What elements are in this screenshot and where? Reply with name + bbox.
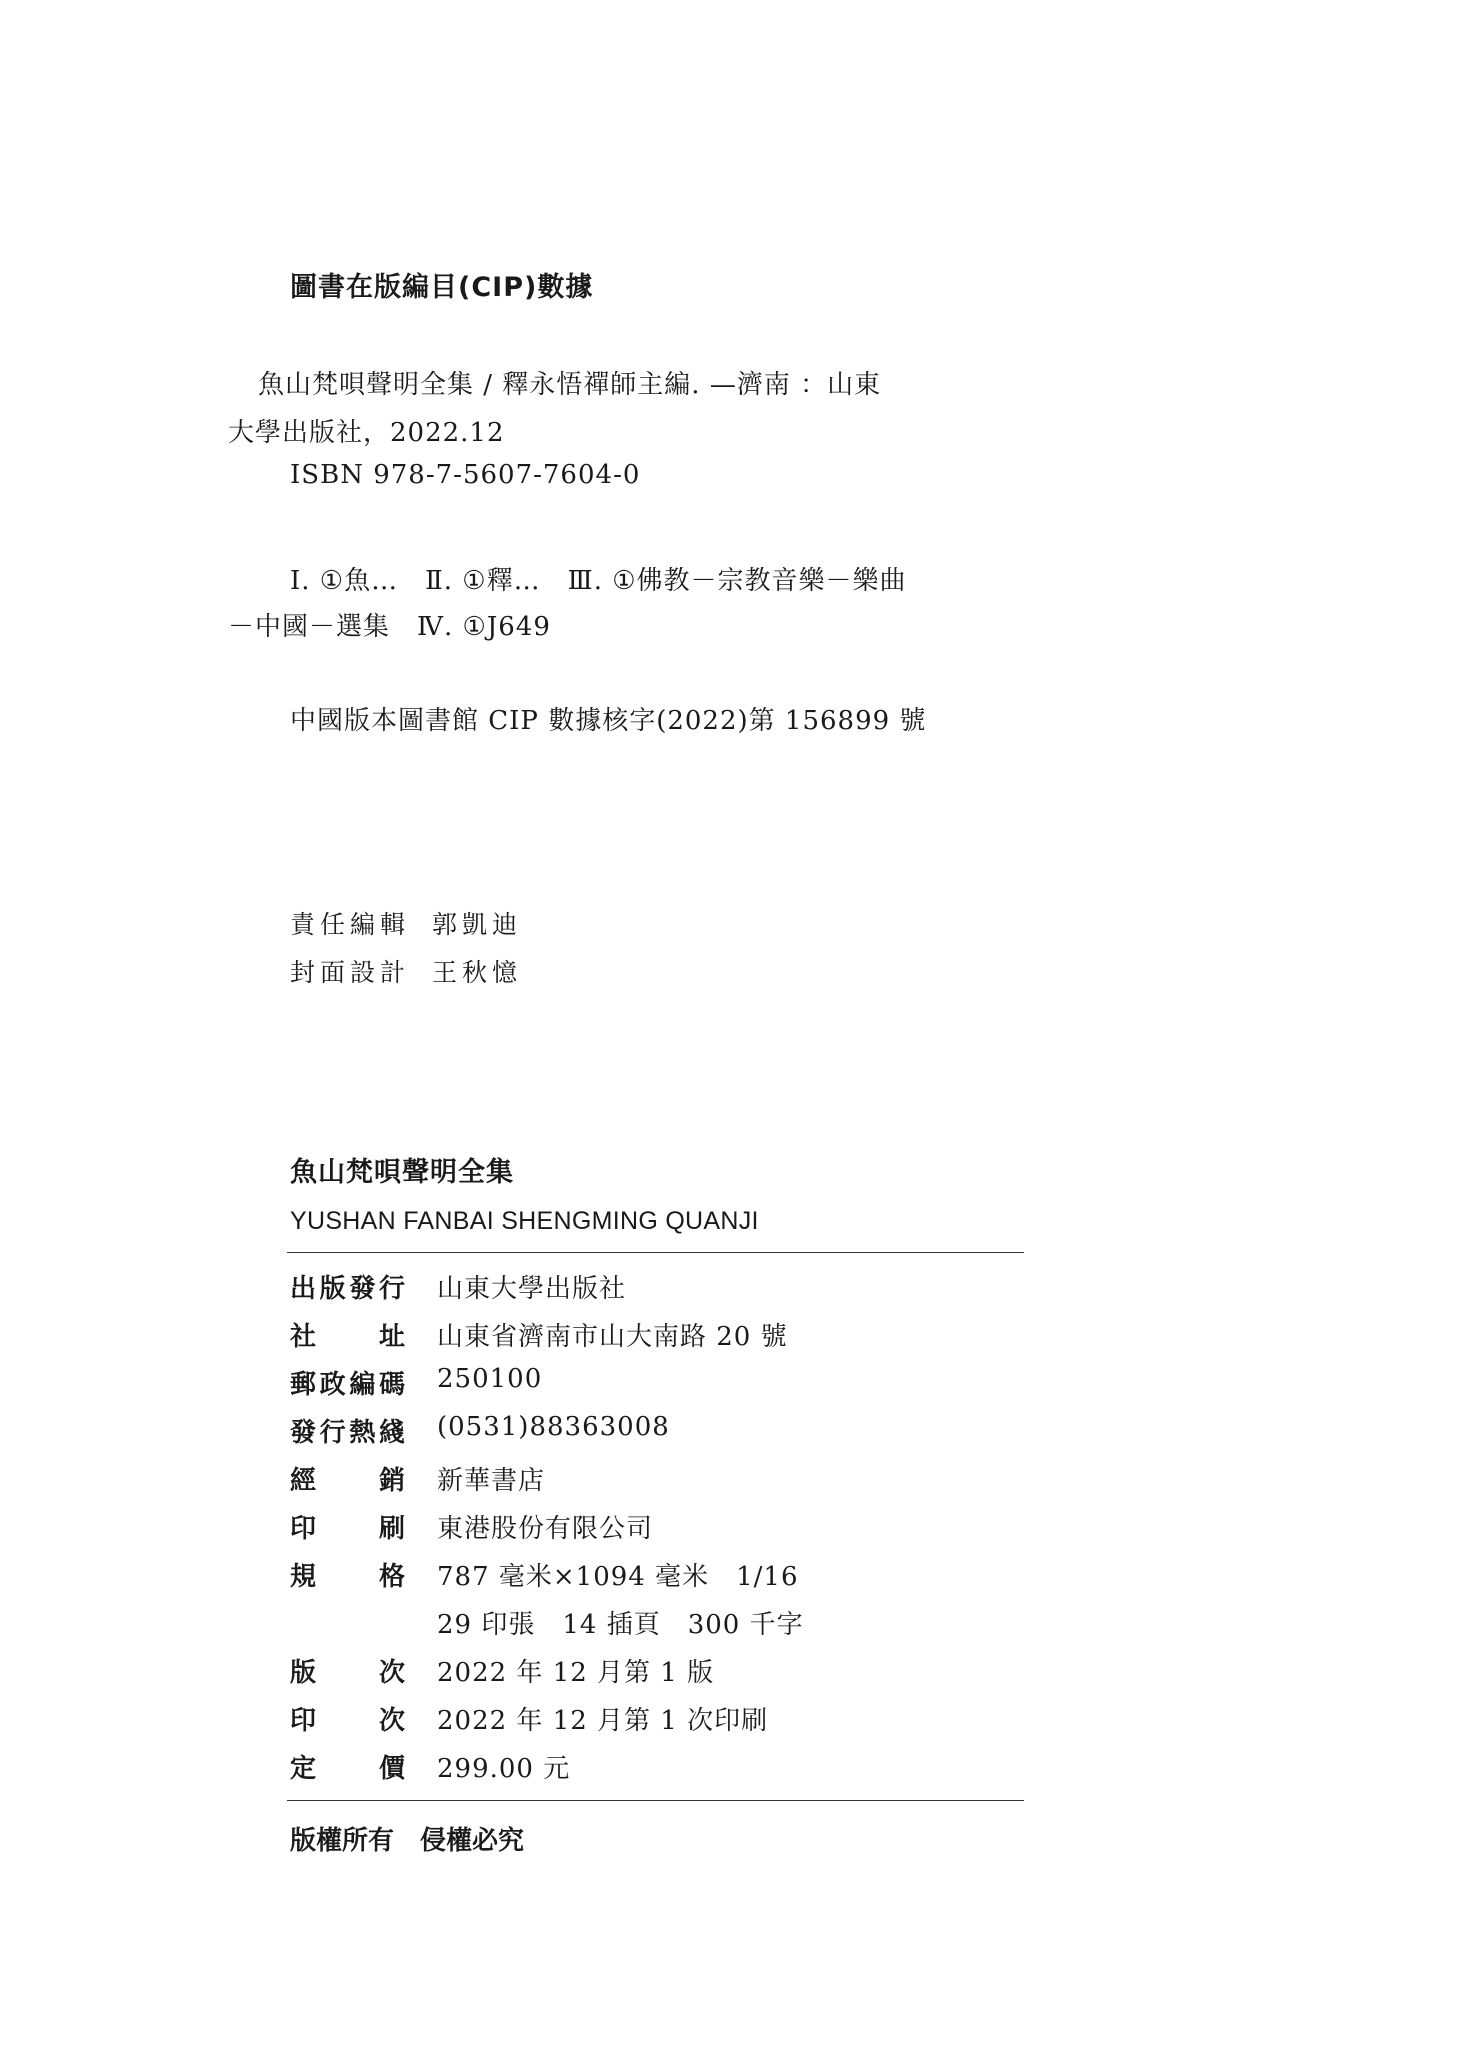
cip-entry-line-1: 魚山梵唄聲明全集 / 釋永悟禪師主編. —濟南 ：山東 <box>258 370 882 400</box>
detail-value: 新華書店 <box>437 1466 546 1496</box>
detail-label: 社 址 <box>290 1322 405 1352</box>
detail-label: 出 版 發 行 <box>290 1274 405 1304</box>
detail-value: 2022 年 12 月第 1 次印刷 <box>437 1706 769 1736</box>
staff-role: 責任編輯 <box>290 910 411 939</box>
detail-label: 發 行 熱 綫 <box>290 1418 405 1448</box>
detail-value: 2022 年 12 月第 1 版 <box>437 1658 715 1688</box>
staff-editor <box>290 905 522 941</box>
detail-value: 299.00 元 <box>437 1754 571 1784</box>
divider-bottom <box>287 1800 1024 1801</box>
divider-top <box>287 1252 1024 1253</box>
book-title: 魚山梵唄聲明全集 <box>290 1157 514 1188</box>
detail-label: 印 刷 <box>290 1514 405 1544</box>
cip-classification-line-2: －中國－選集 Ⅳ. ①J649 <box>228 612 551 642</box>
detail-label: 版 次 <box>290 1658 405 1688</box>
detail-label: 規 格 <box>290 1562 405 1592</box>
detail-label: 郵 政 編 碼 <box>290 1370 405 1400</box>
staff-name: 郭凱迪 <box>432 910 523 939</box>
book-pinyin-title: YUSHAN FANBAI SHENGMING QUANJI <box>290 1207 759 1235</box>
detail-value: 250100 <box>437 1364 543 1394</box>
cip-classification-line-1: Ⅰ. ①魚… Ⅱ. ①釋… Ⅲ. ①佛教－宗教音樂－樂曲 <box>290 566 907 596</box>
detail-value: 29 印張 14 插頁 300 千字 <box>437 1610 804 1640</box>
detail-label: 印 次 <box>290 1706 405 1736</box>
staff-role: 封面設計 <box>290 958 411 987</box>
detail-value: 山東省濟南市山大南路 20 號 <box>437 1322 788 1352</box>
detail-label: 定 價 <box>290 1754 405 1784</box>
detail-value: (0531)88363008 <box>437 1412 670 1442</box>
detail-value: 787 毫米×1094 毫米 1/16 <box>437 1562 799 1592</box>
detail-value: 山東大學出版社 <box>437 1274 627 1304</box>
isbn: ISBN 978-7-5607-7604-0 <box>290 460 641 490</box>
detail-value: 東港股份有限公司 <box>437 1514 654 1544</box>
cip-heading: 圖書在版編目(CIP)數據 <box>290 272 594 303</box>
copyright-notice: 版權所有 侵權必究 <box>290 1826 525 1856</box>
staff-cover-designer <box>290 953 522 989</box>
cip-approval-number: 中國版本圖書館 CIP 數據核字(2022)第 156899 號 <box>290 706 927 736</box>
detail-label: 經 銷 <box>290 1466 405 1496</box>
cip-entry-line-2: 大學出版社，2022.12 <box>228 418 505 448</box>
staff-name: 王秋憶 <box>432 958 523 987</box>
